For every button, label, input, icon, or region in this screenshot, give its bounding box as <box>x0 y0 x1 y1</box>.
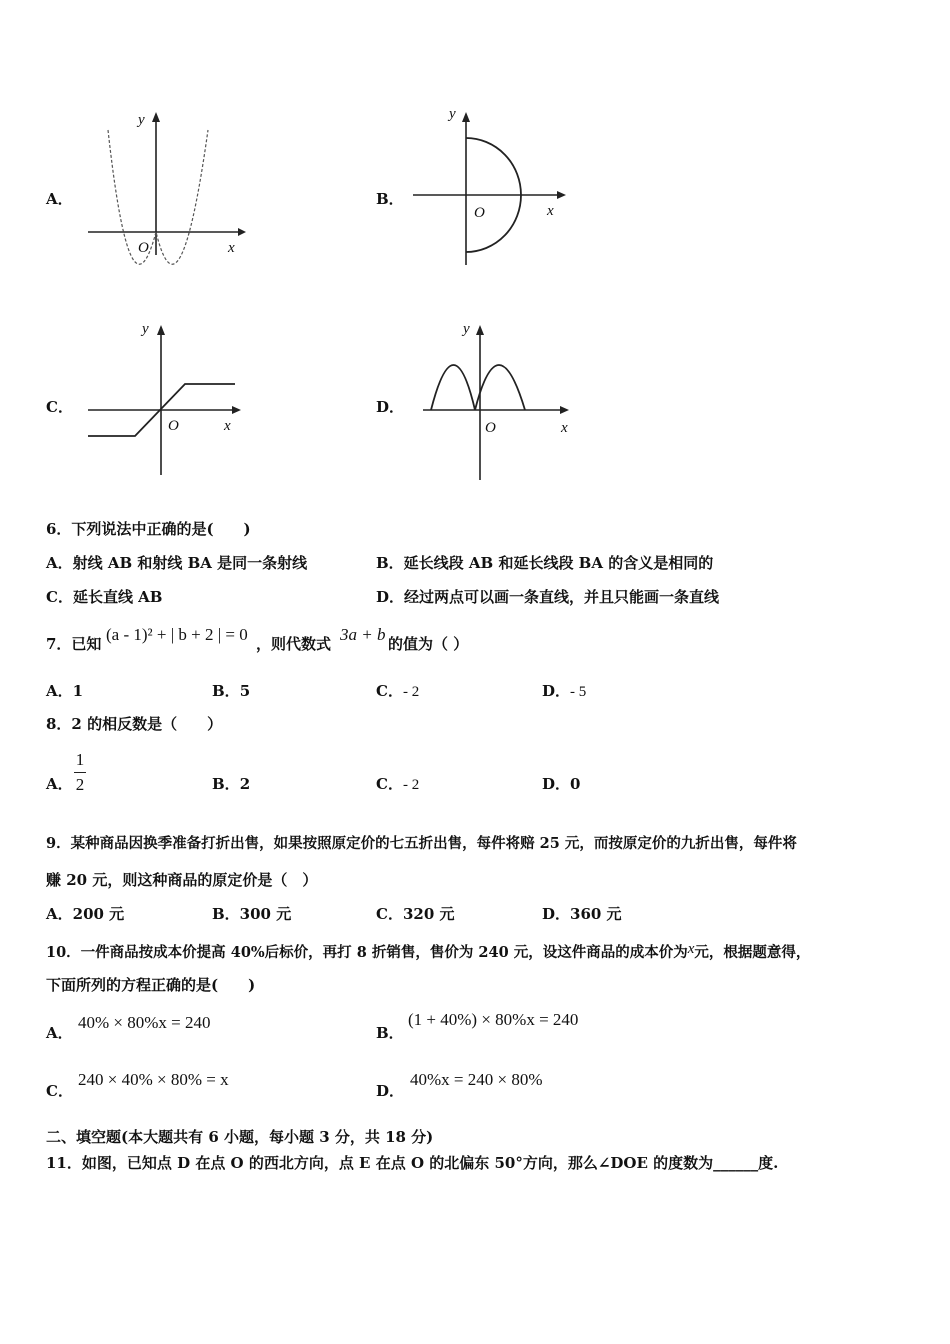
graph-c-origin-label: O <box>168 418 179 434</box>
q7-b-value: 5 <box>239 682 251 700</box>
q9-stem-line2: 赚 20 元，则这种商品的原定价是（ ） <box>46 871 318 889</box>
q10-d-label: D． <box>376 1082 405 1100</box>
graph-b-x-label: x <box>547 203 554 219</box>
q10-c-equation: 240 × 40% × 80% = x <box>78 1070 229 1089</box>
q8-b-value: 2 <box>239 775 251 793</box>
graph-c-y-label: y <box>142 321 149 337</box>
q8-a-label: A． <box>46 775 73 793</box>
q7-d-value: - 5 <box>570 684 587 700</box>
graph-d-origin-label: O <box>485 420 496 436</box>
q8-a-fraction <box>74 750 86 795</box>
graph-c-x-label: x <box>224 418 231 434</box>
q8-d-value: 0 <box>570 775 581 793</box>
option-d-label: D． <box>376 398 405 416</box>
q9-option-b: B．300 元 <box>212 905 292 923</box>
q6-option-d: D．经过两点可以画一条直线，并且只能画一条直线 <box>376 588 720 606</box>
q7-c-value: - 2 <box>402 684 420 700</box>
graph-d-y-label: y <box>463 321 470 337</box>
q8-c-value: - 2 <box>402 777 420 793</box>
graph-b-semicircle <box>405 100 575 270</box>
q11-stem: 11．如图，已知点 D 在点 O 的西北方向，点 E 在点 O 的北偏东 50°方向，那么∠DOE 的度数为______度. <box>46 1154 779 1172</box>
q7-c-label: C． <box>376 682 403 700</box>
q7-expression: 3a + b <box>340 625 386 644</box>
q8-c-label: C． <box>376 775 403 793</box>
q7-condition: (a - 1)² + | b + 2 | = 0 <box>106 625 248 644</box>
q10-stem-line1b: 元，根据题意得， <box>694 944 811 961</box>
q10-a-label: A． <box>46 1024 73 1042</box>
q10-b-equation: (1 + 40%) × 80%x = 240 <box>408 1010 579 1029</box>
graph-d-x-label: x <box>561 420 568 436</box>
q8-a-denominator: 2 <box>75 775 85 794</box>
q10-b-label: B． <box>376 1024 404 1042</box>
graph-d-humps <box>415 315 585 485</box>
q10-c-label: C． <box>46 1082 73 1100</box>
option-a-label: A． <box>46 190 73 208</box>
q7-a-value: 1 <box>72 682 84 700</box>
graph-c-piecewise <box>80 315 250 480</box>
q9-option-c: C．320 元 <box>376 905 455 923</box>
q8-d-label: D． <box>542 775 571 793</box>
q9-option-a: A．200 元 <box>46 905 125 923</box>
q7-middle-text: ，则代数式 <box>256 635 332 653</box>
q7-b-label: B． <box>212 682 240 700</box>
q7-prefix: 7．已知 <box>46 635 102 653</box>
graph-b-origin-label: O <box>474 205 485 221</box>
graph-a-y-label: y <box>138 112 145 128</box>
option-b-label: B． <box>376 190 404 208</box>
q9-stem-line1: 9．某种商品因换季准备打折出售，如果按照原定价的七五折出售，每件将赔 25 元，而按原定价的九折出售，每件将 <box>46 835 797 852</box>
graph-a-x-label: x <box>228 240 235 256</box>
q6-option-b: B．延长线段 AB 和延长线段 BA 的含义是相同的 <box>376 554 714 572</box>
q9-option-d: D．360 元 <box>542 905 622 923</box>
q10-d-equation: 40%x = 240 × 80% <box>410 1070 543 1089</box>
q6-stem: 6．下列说法中正确的是( ) <box>46 520 251 538</box>
q7-suffix: 的值为（ ） <box>388 635 469 653</box>
graph-a-origin-label: O <box>138 240 149 256</box>
q10-a-equation: 40% × 80%x = 240 <box>78 1013 211 1032</box>
q7-d-label: D． <box>542 682 571 700</box>
graph-b-y-label: y <box>449 106 456 122</box>
option-c-label: C． <box>46 398 73 416</box>
section-2-heading: 二、填空题(本大题共有 6 小题，每小题 3 分，共 18 分) <box>46 1128 434 1146</box>
q10-stem-line2: 下面所列的方程正确的是( ) <box>46 976 256 994</box>
q6-option-a: A．射线 AB 和射线 BA 是同一条射线 <box>46 554 308 572</box>
q10-variable: x <box>687 941 695 957</box>
q10-stem-line1a: 10．一件商品按成本价提高 40%后标价，再打 8 折销售，售价为 240 元，设这件商品的成本价为 <box>46 944 688 961</box>
q8-stem: 8．2 的相反数是（ ） <box>46 715 223 733</box>
q8-b-label: B． <box>212 775 240 793</box>
q7-a-label: A． <box>46 682 73 700</box>
graph-a-parabola <box>80 100 250 260</box>
q6-option-c: C．延长直线 AB <box>46 588 163 606</box>
q8-a-numerator: 1 <box>75 750 85 769</box>
